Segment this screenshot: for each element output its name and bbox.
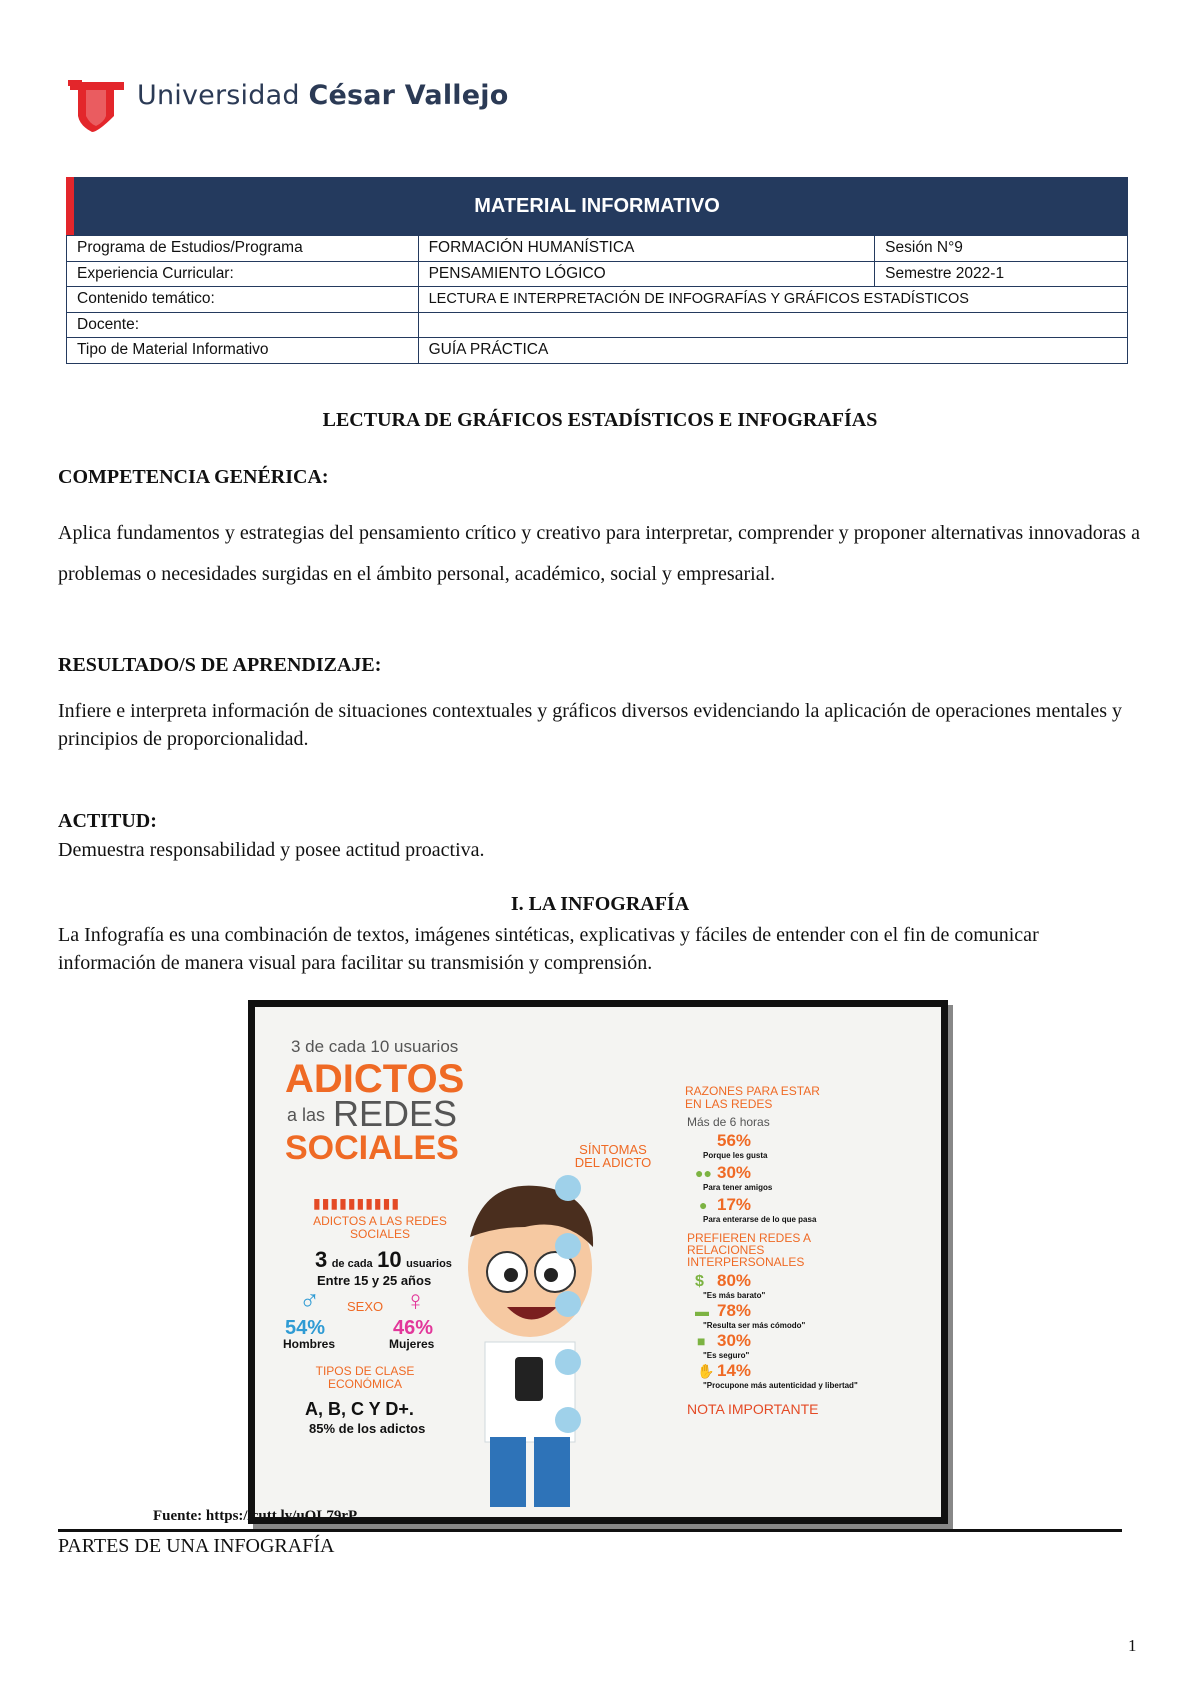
table-row bbox=[67, 236, 1128, 262]
actitud-title: ACTITUD: bbox=[58, 810, 157, 832]
character-illustration bbox=[445, 1157, 615, 1507]
row-label: Tipo de Material Informativo bbox=[67, 338, 419, 364]
ig-prefieren-pct: 14% bbox=[717, 1361, 752, 1380]
ig-razones-title: RAZONES PARA ESTAR EN LAS REDES bbox=[685, 1084, 820, 1111]
source-caption: Fuente: https://cutt.ly/uOL79rP bbox=[153, 1508, 358, 1524]
ig-women-label: Mujeres bbox=[389, 1337, 435, 1351]
lightbulb-icon: ● bbox=[699, 1197, 708, 1213]
ig-women-pct: 46% bbox=[393, 1317, 434, 1339]
row-extra: Sesión N°9 bbox=[875, 236, 1128, 262]
ig-adictos-label: ADICTOS A LAS REDES SOCIALES bbox=[313, 1214, 447, 1241]
woman-icon: ♀ bbox=[405, 1285, 426, 1316]
ig-razon-pct: 17% bbox=[717, 1195, 752, 1214]
row-label: Programa de Estudios/Programa bbox=[67, 236, 419, 262]
ig-title-2a: a las bbox=[287, 1105, 326, 1125]
ig-prefieren-text: "Es seguro" bbox=[703, 1351, 750, 1360]
ig-prefieren-title: PREFIEREN REDES A RELACIONES INTERPERSONALES bbox=[687, 1231, 811, 1269]
ig-clase-label: TIPOS DE CLASE ECONÓMICA bbox=[315, 1364, 415, 1391]
ig-men-label: Hombres bbox=[283, 1337, 336, 1351]
ig-men-pct: 54% bbox=[285, 1317, 326, 1339]
resultado-title: RESULTADO/S DE APRENDIZAJE: bbox=[58, 654, 382, 676]
ig-nota-title: NOTA IMPORTANTE bbox=[687, 1401, 819, 1417]
ig-prefieren-pct: 30% bbox=[717, 1331, 752, 1350]
ig-prefieren-text: "Procupone más autenticidad y libertad" bbox=[703, 1381, 858, 1390]
section-title: I. LA INFOGRAFÍA bbox=[510, 893, 690, 915]
man-icon: ♂ bbox=[299, 1285, 320, 1316]
ig-clase-sub: 85% de los adictos bbox=[309, 1421, 426, 1436]
horizontal-rule bbox=[58, 1529, 1122, 1532]
row-value bbox=[418, 312, 1127, 338]
people-icons: ▮▮▮▮▮▮▮▮▮▮ bbox=[313, 1195, 401, 1211]
ig-clase-value: A, B, C Y D+. bbox=[305, 1399, 414, 1419]
ig-title-3: SOCIALES bbox=[285, 1129, 459, 1167]
ig-ratio: 3 de cada 10 usuarios bbox=[315, 1247, 452, 1272]
ig-title-2b: REDES bbox=[333, 1093, 458, 1134]
row-value: GUÍA PRÁCTICA bbox=[418, 338, 1127, 364]
info-table bbox=[66, 177, 1128, 364]
table-row bbox=[67, 338, 1128, 364]
resultado-text: Infiere e interpreta información de situaciones contextuales y gráficos diversos evidenciando la aplicación de operaciones mentales y principios de proporcionalidad. bbox=[58, 700, 1123, 750]
dollar-icon: $ bbox=[695, 1273, 704, 1290]
info-table-heading: MATERIAL INFORMATIVO bbox=[66, 177, 1128, 235]
friends-icon: ●● bbox=[695, 1165, 712, 1181]
university-logo-icon bbox=[68, 76, 126, 132]
row-label: Docente: bbox=[67, 312, 419, 338]
lock-icon: ■ bbox=[697, 1333, 706, 1349]
ig-sexo: SEXO bbox=[347, 1299, 384, 1314]
table-row bbox=[67, 312, 1128, 338]
ig-razon-pct: 56% bbox=[717, 1131, 752, 1150]
row-value: PENSAMIENTO LÓGICO bbox=[418, 261, 875, 287]
ig-sintomas: SÍNTOMAS DEL ADICTO bbox=[574, 1142, 652, 1170]
table-row bbox=[67, 287, 1128, 313]
row-value: LECTURA E INTERPRETACIÓN DE INFOGRAFÍAS Y GRÁFICOS ESTADÍSTICOS bbox=[418, 287, 1127, 313]
infographic-image bbox=[248, 1000, 948, 1524]
sofa-icon: ▬ bbox=[695, 1303, 709, 1319]
row-label: Experiencia Curricular: bbox=[67, 261, 419, 287]
competencia-title: COMPETENCIA GENÉRICA: bbox=[58, 466, 329, 488]
ig-top-line: 3 de cada 10 usuarios bbox=[291, 1037, 459, 1056]
ig-razon-text: Para tener amigos bbox=[703, 1183, 773, 1192]
ig-razon-text: Para enterarse de lo que pasa bbox=[703, 1215, 817, 1224]
hand-icon: ✋ bbox=[697, 1363, 715, 1379]
page-number: 1 bbox=[1128, 1636, 1137, 1655]
actitud-text: Demuestra responsabilidad y posee actitud proactiva. bbox=[58, 839, 485, 861]
section-text: La Infografía es una combinación de textos, imágenes sintéticas, explicativas y fáciles de entender con el fin de comunicar información de manera visual para facilitar su transmisión y comprensión. bbox=[58, 924, 1039, 974]
ig-mas-horas: Más de 6 horas bbox=[687, 1115, 770, 1129]
row-extra: Semestre 2022-1 bbox=[875, 261, 1128, 287]
university-name: Universidad César Vallejo bbox=[137, 80, 509, 111]
ig-prefieren-pct: 78% bbox=[717, 1301, 752, 1320]
ig-prefieren-text: "Es más barato" bbox=[703, 1291, 766, 1300]
parts-title: PARTES DE UNA INFOGRAFÍA bbox=[58, 1535, 335, 1557]
competencia-text: Aplica fundamentos y estrategias del pensamiento crítico y creativo para interpretar, comprender y proponer alternativas innovadoras a problemas o necesidades surgidas en el ámbito personal, académico, social y empresarial. bbox=[58, 522, 1140, 585]
ig-age: Entre 15 y 25 años bbox=[317, 1273, 432, 1288]
row-label: Contenido temático: bbox=[67, 287, 419, 313]
row-value: FORMACIÓN HUMANÍSTICA bbox=[418, 236, 875, 262]
main-title: LECTURA DE GRÁFICOS ESTADÍSTICOS E INFOGRAFÍAS bbox=[322, 409, 878, 431]
table-row bbox=[67, 261, 1128, 287]
symptom-icons bbox=[555, 1175, 585, 1465]
ig-prefieren-pct: 80% bbox=[717, 1271, 752, 1290]
ig-prefieren-text: "Resulta ser más cómodo" bbox=[703, 1321, 806, 1330]
ig-razon-text: Porque les gusta bbox=[703, 1151, 768, 1160]
ig-razon-pct: 30% bbox=[717, 1163, 752, 1182]
ig-title-1: ADICTOS bbox=[285, 1057, 465, 1101]
